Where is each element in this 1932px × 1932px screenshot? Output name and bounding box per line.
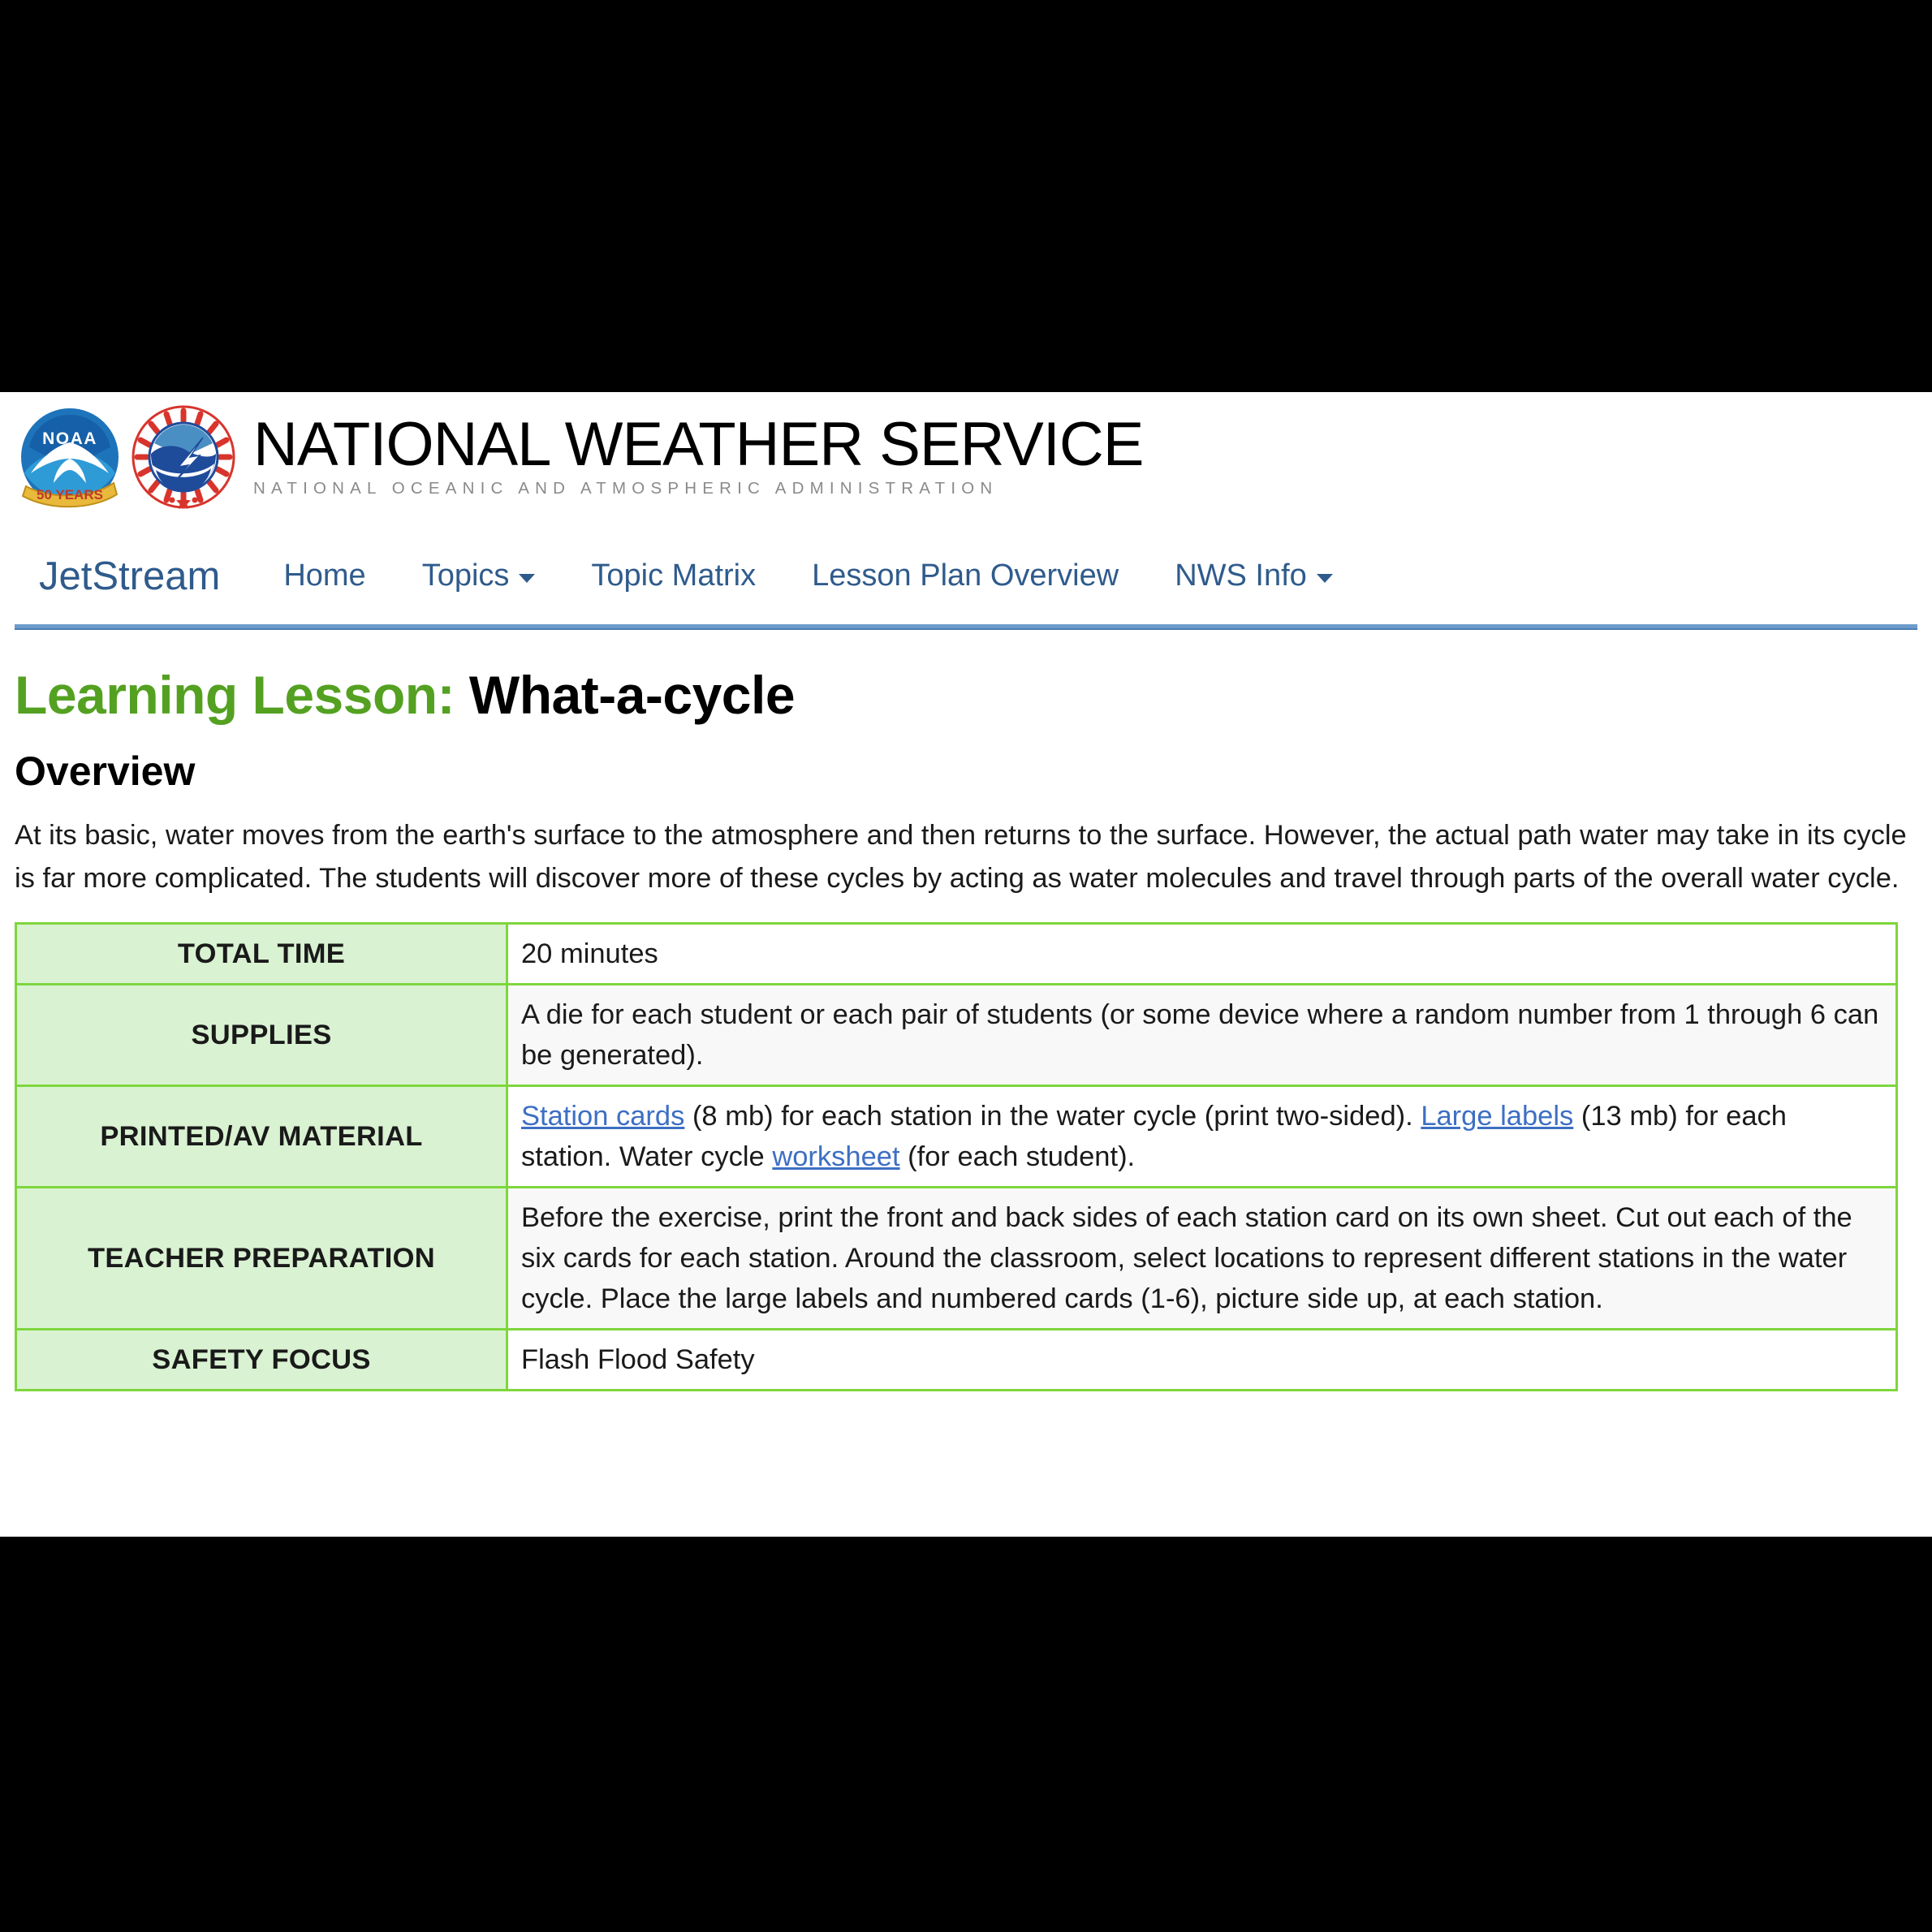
noaa-logo-icon xyxy=(18,405,122,509)
nws-header-banner xyxy=(0,392,1932,522)
nav-brand-jetstream[interactable]: JetStream xyxy=(39,554,221,598)
nws-seal-logo-icon xyxy=(132,405,235,509)
section-heading-overview: Overview xyxy=(15,748,196,794)
link-worksheet[interactable]: worksheet xyxy=(772,1141,900,1173)
table-row xyxy=(16,985,1897,1086)
nav-item-nws-info-label: NWS Info xyxy=(1175,558,1307,593)
svg-text:NOAA: NOAA xyxy=(42,429,97,448)
nav-item-lesson-plan-overview-label: Lesson Plan Overview xyxy=(812,558,1119,593)
table-row xyxy=(16,924,1897,985)
row-value-total-time: 20 minutes xyxy=(507,924,1897,985)
page-viewport xyxy=(0,392,1932,1537)
nav-item-topics[interactable] xyxy=(422,558,536,593)
chevron-down-icon xyxy=(1317,574,1333,583)
page-title-prefix: Learning Lesson: xyxy=(15,665,455,725)
row-label-supplies: SUPPLIES xyxy=(16,985,507,1086)
table-row xyxy=(16,1188,1897,1330)
row-label-safety-focus: SAFETY FOCUS xyxy=(16,1330,507,1391)
row-value-supplies: A die for each student or each pair of students (or some device where a random number from 1 through 6 can be generated). xyxy=(507,985,1897,1086)
link-station-cards[interactable]: Station cards xyxy=(521,1101,685,1132)
nav-item-topic-matrix[interactable] xyxy=(591,558,756,593)
page-title xyxy=(15,666,1917,726)
table-row xyxy=(16,1086,1897,1188)
row-label-printed-av-material: PRINTED/AV MATERIAL xyxy=(16,1086,507,1188)
chevron-down-icon xyxy=(519,574,535,583)
wordmark-secondary: NATIONAL OCEANIC AND ATMOSPHERIC ADMINISTRATION xyxy=(253,479,998,498)
nav-item-topic-matrix-label: Topic Matrix xyxy=(591,558,757,593)
overview-paragraph: At its basic, water moves from the earth's surface to the atmosphere and then returns to the surface. However, the actual path water may take in its cycle is far more complicated. The students will discover more of these cycles by acting as water molecules and travel through parts of the overall water cycle. xyxy=(15,820,1907,894)
nav-item-lesson-plan-overview[interactable] xyxy=(812,558,1119,593)
agency-wordmark xyxy=(253,409,1144,498)
jetstream-navbar xyxy=(0,522,1932,630)
text-after-station-cards: (8 mb) for each station in the water cycle (print two-sided). xyxy=(684,1101,1421,1132)
row-value-printed-av-material xyxy=(507,1086,1897,1188)
table-row xyxy=(16,1330,1897,1391)
nav-item-home[interactable] xyxy=(283,558,365,593)
row-value-safety-focus: Flash Flood Safety xyxy=(507,1330,1897,1391)
lesson-info-table xyxy=(15,922,1898,1391)
row-label-total-time: TOTAL TIME xyxy=(16,924,507,985)
row-value-teacher-preparation: Before the exercise, print the front and back sides of each station card on its own sheet. Cut out each of the six cards for each station. Around the classroom, select locations to represent different stations in the water cycle. Place the large labels and numbered cards (1-6), picture side up, at each station. xyxy=(507,1188,1897,1330)
svg-text:50 YEARS: 50 YEARS xyxy=(37,487,103,502)
agency-logos xyxy=(18,405,235,509)
page-title-name: What-a-cycle xyxy=(468,665,796,725)
text-after-large-labels: (13 mb) for each station. Water cycle xyxy=(521,1101,1787,1173)
nav-bottom-rule xyxy=(15,624,1917,630)
lesson-info-table-body xyxy=(16,924,1897,1391)
row-label-teacher-preparation: TEACHER PREPARATION xyxy=(16,1188,507,1330)
main-content xyxy=(0,666,1932,1391)
nav-item-nws-info[interactable] xyxy=(1175,558,1333,593)
link-large-labels[interactable]: Large labels xyxy=(1421,1101,1574,1132)
text-after-worksheet: (for each student). xyxy=(899,1141,1136,1173)
wordmark-primary: NATIONAL WEATHER SERVICE xyxy=(253,409,1144,479)
nav-item-home-label: Home xyxy=(283,558,366,593)
nav-item-topics-label: Topics xyxy=(421,558,510,593)
